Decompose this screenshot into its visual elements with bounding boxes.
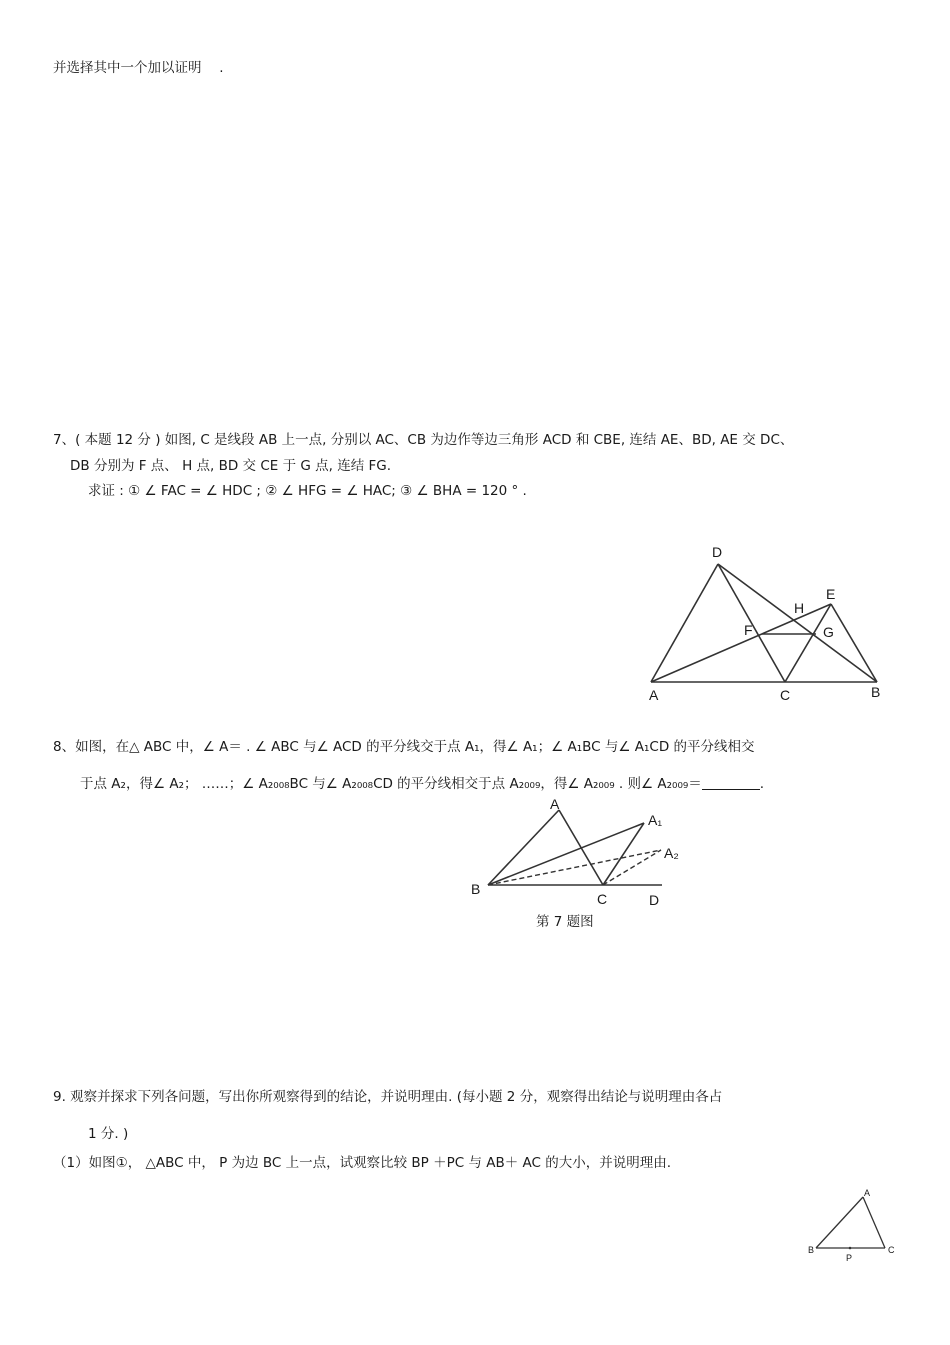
q7-label-b: B — [871, 684, 881, 700]
q7-line-2: DB 分别为 F 点、 H 点, BD 交 CE 于 G 点, 连结 FG. — [70, 458, 392, 474]
q9-point-p — [849, 1247, 852, 1250]
q7-line-3: 求证 : ① ∠ FAC = ∠ HDC ; ② ∠ HFG = ∠ HAC; ③ ∠ BHA = 120 ° . — [88, 483, 527, 499]
q9-part-1: （1）如图①， △ABC 中， P 为边 BC 上一点，试观察比较 BP ＋PC 与 AB＋ AC 的大小，并说明理由. — [53, 1155, 672, 1171]
q9-line-ac — [863, 1197, 885, 1248]
q7-label-d: D — [712, 544, 723, 560]
q7-label-f: F — [744, 622, 753, 638]
intro-text: 并选择其中一个加以证明 . — [53, 60, 224, 76]
q9-label-p: P — [846, 1253, 853, 1263]
q9-label-b: B — [808, 1245, 815, 1255]
q9-label-c: C — [888, 1245, 895, 1255]
q8-figure-caption: 第 7 题图 — [536, 914, 594, 930]
q8-label-c: C — [597, 891, 608, 907]
q8-label-a1: A₁ — [648, 812, 663, 828]
q9-line-1: 9. 观察并探求下列各问题，写出你所观察得到的结论，并说明理由. (每小题 2 分，观察得出结论与说明理由各占 — [53, 1089, 723, 1105]
q7-label-e: E — [826, 586, 836, 602]
q8-label-d: D — [649, 892, 660, 908]
q7-label-c: C — [780, 687, 791, 703]
q9-line-2: 1 分. ) — [88, 1126, 129, 1142]
q8-line-2-text: 于点 A₂，得∠ A₂； ……；∠ A₂₀₀₈BC 与∠ A₂₀₀₈CD 的平分线相交于点 A₂₀₀₉，得∠ A₂₀₀₉ . 则∠ A₂₀₀₉＝ — [80, 776, 702, 792]
q9-line-ba — [816, 1197, 863, 1248]
q7-label-a: A — [649, 687, 659, 703]
q8-label-a: A — [550, 796, 560, 812]
q8-line-1: 8、如图，在△ ABC 中，∠ A＝ . ∠ ABC 与∠ ACD 的平分线交于点 A₁，得∠ A₁；∠ A₁BC 与∠ A₁CD 的平分线相交 — [53, 739, 755, 755]
q8-label-a2: A₂ — [664, 845, 679, 861]
q7-label-g: G — [823, 624, 834, 640]
q8-label-b: B — [471, 881, 481, 897]
q8-line-2-end: . — [759, 776, 765, 792]
q9-label-a: A — [864, 1188, 871, 1198]
q7-line-1: 7、( 本题 12 分 ) 如图, C 是线段 AB 上一点, 分别以 AC、CB 为边作等边三角形 ACD 和 CBE, 连结 AE、BD, AE 交 DC、 — [53, 432, 794, 448]
q7-label-h: H — [794, 600, 805, 616]
